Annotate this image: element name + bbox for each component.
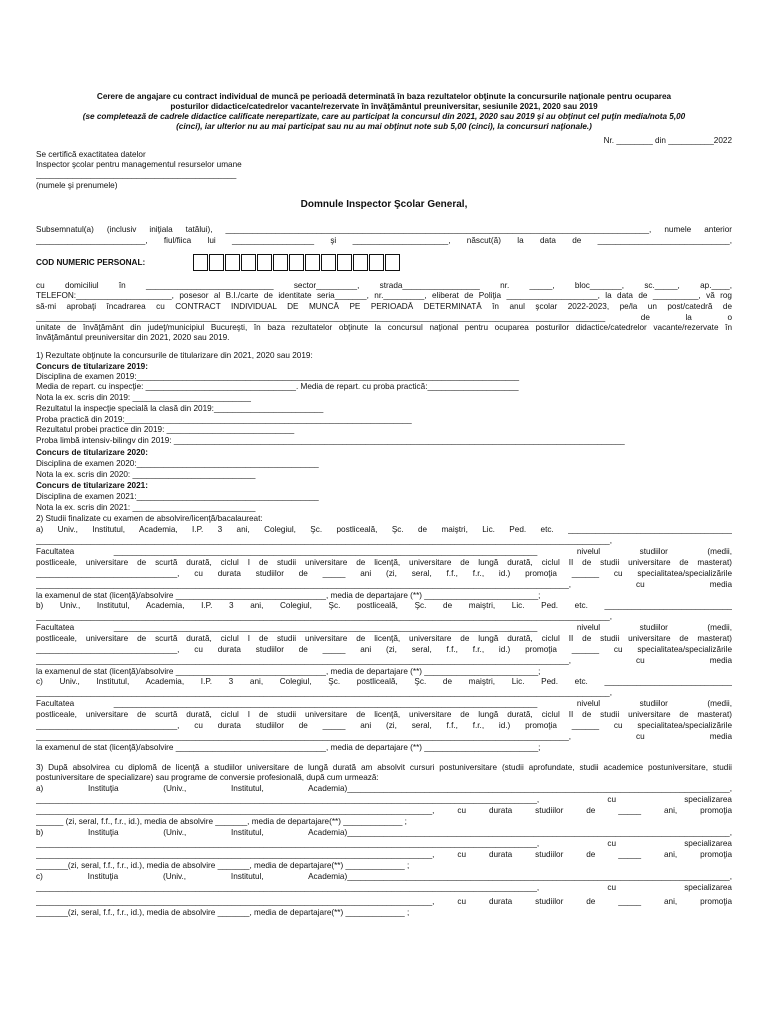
- section-1-title: 1) Rezultate obţinute la concursurile de titularizare din 2021, 2020 sau 2019:: [36, 351, 313, 360]
- postgrad-a-specialty[interactable]: ______________________________________________________________________________________________________________, cu specializarea: [36, 795, 732, 804]
- postgrad-b-media[interactable]: _______(zi, seral, f.f., f.r., id.), media de absolvire _______, media de departajare(**) _____________ ;: [36, 861, 410, 870]
- inspector-name-caption: (numele şi prenumele): [36, 181, 118, 190]
- request-basis-line: unitate de învăţământ din judeţ/municipiul Bucureşti, în baza rezultatelor obţinute la concursul naţional pentru ocuparea posturilor didactice/catedrelor vacante/rezervate în: [36, 323, 732, 332]
- postgrad-c-institution[interactable]: c) Instituţia (Univ., Institutul, Academia)____________________________________________________________________________________,: [36, 872, 732, 881]
- discipline-2020-field[interactable]: Disciplina de examen 2020:________________________________________: [36, 459, 319, 468]
- studies-a-institution[interactable]: a) Univ., Institutul, Academia, I.P. 3 ani, Colegiul, Şc. postliceală, Şc. de maiştri, Lic. Ped. etc. ____________________________________: [36, 525, 732, 534]
- bilingual-2019-field[interactable]: Proba limbă intensiv-bilingv din 2019: ___________________________________________________________________________________________________: [36, 436, 625, 445]
- address-line[interactable]: cu domiciliul în ____________________________ sector_________, strada_________________ nr. _____, bloc_______, sc._____, ap.____,: [36, 281, 732, 290]
- studies-a-faculty[interactable]: Facultatea _____________________________________________________________________________________________ nivelul studiilor (medii,: [36, 547, 732, 556]
- practical-result-2019-field[interactable]: Rezultatul probei practice din 2019: ____________________________: [36, 425, 295, 434]
- studies-c-institution[interactable]: c) Univ., Institutul, Academia, I.P. 3 ani, Colegiul, Şc. postliceală, Şc. de maiştri, Lic. Ped. etc. ____________________________: [36, 677, 732, 686]
- discipline-2021-field[interactable]: Disciplina de examen 2021:________________________________________: [36, 492, 319, 501]
- studies-b-institution[interactable]: b) Univ., Institutul, Academia, I.P. 3 ani, Colegiul, Şc. postliceală, Şc. de maiştri, Lic. Ped. etc. ____________________________: [36, 601, 732, 610]
- concurs-2021-heading: Concurs de titularizare 2021:: [36, 481, 148, 490]
- cnp-digit-box[interactable]: [385, 254, 400, 271]
- header-note-1: (se completează de cadrele didactice calificate nerepartizate, care au participat la concursul din 2021, 2020 sau 2019 şi au obţinut cel puţin media/nota 5,00: [82, 112, 686, 121]
- concurs-2020-heading: Concurs de titularizare 2020:: [36, 448, 148, 457]
- studies-b-levels: postliceale, universitare de scurtă durată, ciclul I de studii universitare de licenţă, universitare de lungă durată, ciclul II de studii universitare de masterat): [36, 634, 732, 643]
- inspector-name-field[interactable]: ____________________________________________: [36, 170, 237, 179]
- studies-a-duration[interactable]: _______________________________, cu durata studiilor de _____ ani (zi, seral, f.f., f.r., id.) promoţia ______ cu specialitatea/specializările: [36, 569, 732, 578]
- studies-b-faculty[interactable]: Facultatea _____________________________________________________________________________________________ nivelul studiilor (medii,: [36, 623, 732, 632]
- studies-c-line-2[interactable]: ______________________________________________________________________________________________________________________________,: [36, 688, 613, 697]
- header-line-2: posturilor didactice/catedrelor vacante/rezervate în învăţământul preuniversitar, sesiunile 2021, 2020 sau 2019: [170, 102, 598, 111]
- studies-a-exam[interactable]: la examenul de stat (licenţă)/absolvire _________________________________, media de departajare (**) _________________________;: [36, 591, 541, 600]
- studies-c-duration[interactable]: _______________________________, cu durata studiilor de _____ ani (zi, seral, f.f., f.r., id.) promoţia ______ cu specialitatea/specializările: [36, 721, 732, 730]
- studies-c-faculty[interactable]: Facultatea _____________________________________________________________________________________________ nivelul studiilor (medii,: [36, 699, 732, 708]
- phone-id-line[interactable]: TELEFON:_____________________, posesor al B.I./carte de identitate seria_______, nr._________, eliberat de Poliţia ____________________, la data de __________, vă rog: [36, 291, 732, 300]
- certify-line: Se certifică exactitatea datelor: [36, 150, 146, 159]
- studies-b-specialty[interactable]: _____________________________________________________________________________________________________________________, cu media: [36, 656, 732, 665]
- studies-b-exam[interactable]: la examenul de stat (licenţă)/absolvire _________________________________, media de departajare (**) _________________________;: [36, 667, 541, 676]
- registration-number[interactable]: Nr. ________ din __________2022: [603, 136, 732, 145]
- studies-a-line-2[interactable]: ______________________________________________________________________________________________________________________________,: [36, 536, 613, 545]
- cnp-digit-box[interactable]: [209, 254, 224, 271]
- applicant-parents-line[interactable]: ________________________, fiul/fiica lui __________________ şi _____________________, născut(ă) la data de _____________________________,: [36, 236, 732, 245]
- postgrad-b-specialty[interactable]: ______________________________________________________________________________________________________________, cu specializarea: [36, 839, 732, 848]
- cnp-digit-box[interactable]: [353, 254, 368, 271]
- section-2-title: 2) Studii finalizate cu examen de absolvire/licenţă/bacalaureat:: [36, 514, 263, 523]
- studies-c-specialty[interactable]: _____________________________________________________________________________________________________________________, cu media: [36, 732, 732, 741]
- cnp-digit-box[interactable]: [273, 254, 288, 271]
- postgrad-b-institution[interactable]: b) Instituţia (Univ., Institutul, Academia)____________________________________________________________________________________,: [36, 828, 732, 837]
- cnp-digit-box[interactable]: [337, 254, 352, 271]
- studies-c-exam[interactable]: la examenul de stat (licenţă)/absolvire _________________________________, media de departajare (**) _________________________;: [36, 743, 541, 752]
- written-2019-field[interactable]: Nota la ex. scris din 2019: __________________________: [36, 393, 251, 402]
- request-line: să-mi aprobaţi încadrarea cu CONTRACT INDIVIDUAL DE MUNCĂ PE PERIOADĂ DETERMINATĂ în anul şcolar 2022-2023, pe/la un post/catedră de: [36, 302, 732, 311]
- cnp-digit-box[interactable]: [321, 254, 336, 271]
- header-line-1: Cerere de angajare cu contract individual de muncă pe perioadă determinată în baza rezultatelor obţinute la concursurile naţionale pentru ocuparea: [96, 92, 672, 101]
- studies-b-duration[interactable]: _______________________________, cu durata studiilor de _____ ani (zi, seral, f.f., f.r., id.) promoţia ______ cu specialitatea/specializările: [36, 645, 732, 654]
- written-2020-field[interactable]: Nota la ex. scris din 2020: ___________________________: [36, 470, 256, 479]
- studies-a-levels: postliceale, universitare de scurtă durată, ciclul I de studii universitare de licenţă, universitare de lungă durată, ciclul II de studii universitare de masterat): [36, 558, 732, 567]
- section-3-title-2: postuniversitare de specializare) sau programe de conversie profesională, după cum urmează:: [36, 773, 379, 782]
- postgrad-c-specialty[interactable]: ______________________________________________________________________________________________________________, cu specializarea: [36, 883, 732, 892]
- postgrad-c-media[interactable]: _______(zi, seral, f.f., f.r., id.), media de absolvire _______, media de departajare(**) _____________ ;: [36, 908, 410, 917]
- studies-b-line-2[interactable]: ______________________________________________________________________________________________________________________________,: [36, 612, 613, 621]
- studies-c-levels: postliceale, universitare de scurtă durată, ciclul I de studii universitare de licenţă, universitare de lungă durată, ciclul II de studii universitare de masterat): [36, 710, 732, 719]
- cnp-digit-box[interactable]: [225, 254, 240, 271]
- cnp-digit-box[interactable]: [369, 254, 384, 271]
- cnp-digit-box[interactable]: [241, 254, 256, 271]
- postgrad-a-institution[interactable]: a) Instituţia (Univ., Institutul, Academia)____________________________________________________________________________________,: [36, 784, 732, 793]
- cnp-digit-box[interactable]: [305, 254, 320, 271]
- cnp-label: COD NUMERIC PERSONAL:: [36, 258, 146, 267]
- inspection-2019-field[interactable]: Rezultatul la inspecţie specială la clasă din 2019:________________________: [36, 404, 324, 413]
- practical-2019-field[interactable]: Proba practică din 2019:_______________________________________________________________: [36, 415, 412, 424]
- cnp-digit-box[interactable]: [289, 254, 304, 271]
- discipline-2019-field[interactable]: Disciplina de examen 2019:____________________________________________________________________________________: [36, 372, 520, 381]
- media-2019-field[interactable]: Media de repart. cu inspecţie: _________________________________. Media de repart. cu proba practică:____________________: [36, 382, 519, 391]
- cnp-digit-box[interactable]: [193, 254, 208, 271]
- postgrad-c-duration[interactable]: _______________________________________________________________________________________, cu durata studiilor de _____ ani, promoţia: [36, 897, 732, 906]
- postgrad-a-media[interactable]: ______ (zi, seral, f.f., f.r., id.), media de absolvire _______, media de departajare(**) _____________ ;: [36, 817, 407, 826]
- section-3-title-1: 3) După absolvirea cu diplomă de licenţă a studiilor universitare de lungă durată am absolvit cursuri postuniversitare (studii aprofundate, studii academice postuniversitare, studii: [36, 763, 732, 772]
- studies-a-specialty[interactable]: _____________________________________________________________________________________________________________________, cu media: [36, 580, 732, 589]
- concurs-2019-heading: Concurs de titularizare 2019:: [36, 362, 148, 371]
- postgrad-a-duration[interactable]: _______________________________________________________________________________________, cu durata studiilor de _____ ani, promoţia: [36, 806, 732, 815]
- page-title: Domnule Inspector Şcolar General,: [300, 199, 468, 210]
- applicant-name-line[interactable]: Subsemnatul(a) (inclusiv iniţiala tatălui), _____________________________________________________________________________________________, numele anterior: [36, 225, 732, 234]
- cnp-digit-box[interactable]: [257, 254, 272, 271]
- postgrad-b-duration[interactable]: _______________________________________________________________________________________, cu durata studiilor de _____ ani, promoţia: [36, 850, 732, 859]
- request-basis-end: învăţământul preuniversitar din 2021, 2020 sau 2019.: [36, 333, 230, 342]
- written-2021-field[interactable]: Nota la ex. scris din 2021: ___________________________: [36, 503, 256, 512]
- post-field-line[interactable]: _____________________________________________________________________________________________________________________________ de la o: [36, 313, 732, 322]
- header-note-2: (cinci), iar ulterior nu au mai participat sau nu au mai obţinut note sub 5,00 (cinci), la concursuri naţionale.): [176, 122, 592, 131]
- inspector-title: Inspector şcolar pentru managementul resurselor umane: [36, 160, 242, 169]
